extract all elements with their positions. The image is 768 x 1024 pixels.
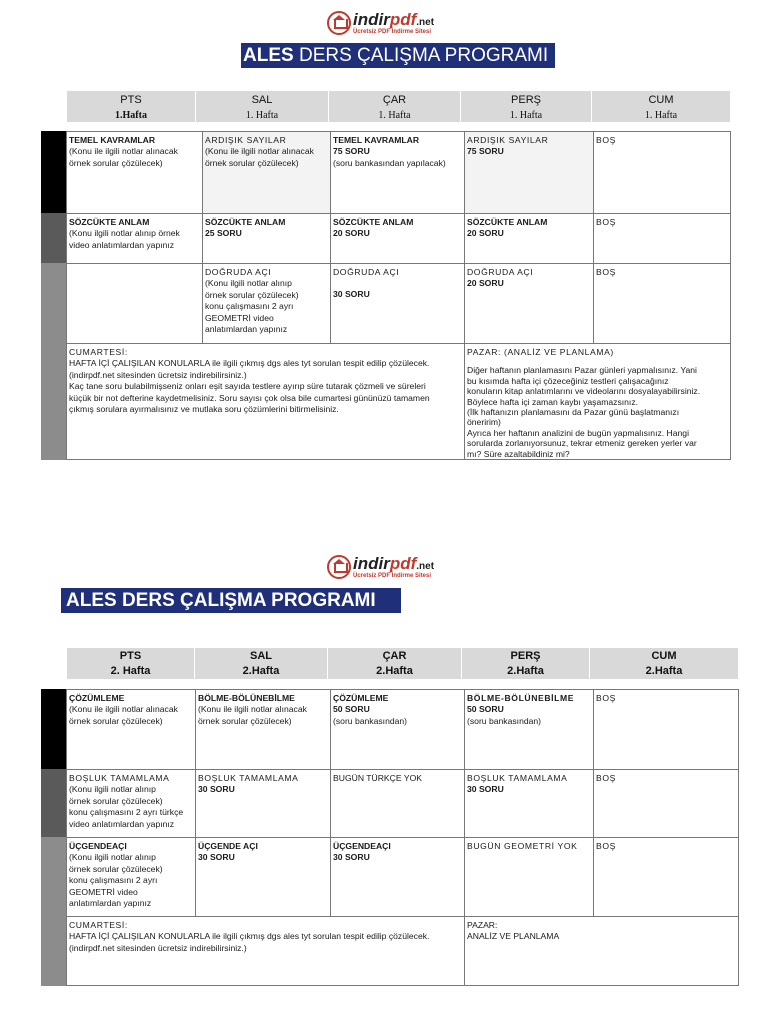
- day-header: [67, 648, 738, 679]
- schedule-cell: BOŞ: [594, 132, 731, 214]
- day-column-header: SAL 2.Hafta: [195, 648, 328, 679]
- schedule-cell: ÜÇGENDE AÇI 30 SORU: [196, 838, 331, 917]
- saturday-cell: CUMARTESİ: HAFTA İÇİ ÇALIŞILAN KONULARLA ile ilgili çıkmış dgs ales tyt sorulan tespit edilip çözülecek. (indirpdf.net sitesinden ücretsiz indirebilirsiniz.) Kaç tane soru bulabilmişseniz onları eşit sayıda testlere ayırıp süre tutarak çözmeli ve süreleri küçük bir not defterine kaydetmelisiniz. Soru sayısı çok olsa bile cumartesi gününüzü tamamen çıkmış sorulara ayırmalısınız ve mutlaka soru çözümlerini bitirmelisiniz.: [67, 344, 465, 460]
- house-icon: [327, 11, 351, 35]
- row-marker: [41, 263, 66, 460]
- schedule-cell: ARDIŞIK SAYILAR 75 SORU: [465, 132, 594, 214]
- schedule-cell: ÇÖZÜMLEME (Konu ile ilgili notlar alınacak örnek sorular çözülecek): [67, 690, 196, 770]
- sunday-cell: PAZAR: (ANALİZ VE PLANLAMA) Diğer haftanın planlamasını Pazar günleri yapmalısınız. Yani bu kısımda hafta içi çözeceğiniz testleri çalışacağınız konuların kitap anlatımlarını ve videolarını dosyalayabilirsiniz. Böylece hafta içi zaman kaybı yaşamazsınız. (İlk haftanızın planlamasını da Pazar günü başlatmanızı öneririm) Ayrıca her haftanın analizini de bugün yapmalısınız. Hangi sorularda zorlanıyorsunuz, tekrar etmeniz gereken yerler var mı? Süre azaltabildiniz mi?: [465, 344, 731, 460]
- day-column-header: CUM 1. Hafta: [644, 94, 678, 121]
- schedule-cell: BOŞ: [594, 264, 731, 344]
- logo-name: indirpdf.net: [353, 10, 435, 29]
- row-marker: [41, 213, 66, 263]
- row-marker: [41, 689, 66, 769]
- day-column-header: PERŞ 2.Hafta: [462, 648, 590, 679]
- day-column-header: SAL 1. Hafta: [196, 91, 329, 122]
- row-marker: [41, 837, 66, 986]
- schedule-cell: BÖLME-BÖLÜNEBİLME 50 SORU (soru bankasından): [465, 690, 594, 770]
- schedule-cell: DOĞRUDA AÇI 30 SORU: [331, 264, 465, 344]
- schedule-grid-week1: [66, 131, 731, 460]
- sunday-cell: PAZAR: ANALİZ VE PLANLAMA: [465, 917, 739, 986]
- schedule-cell: BÖLME-BÖLÜNEBİLME (Konu ile ilgili notlar alınacak örnek sorular çözülecek): [196, 690, 331, 770]
- schedule-cell: BUGÜN GEOMETRİ YOK: [465, 838, 594, 917]
- schedule-cell: SÖZCÜKTE ANLAM (Konu ilgili notlar alınıp örnek video anlatımlardan yapınız: [67, 214, 203, 264]
- day-column-header: ÇAR 2.Hafta: [328, 648, 462, 679]
- logo-name: indirpdf.net: [353, 554, 435, 573]
- day-column-header: PTS 1.Hafta: [67, 91, 196, 122]
- schedule-cell: SÖZCÜKTE ANLAM 20 SORU: [465, 214, 594, 264]
- schedule-cell: TEMEL KAVRAMLAR 75 SORU (soru bankasından yapılacak): [331, 132, 465, 214]
- house-icon: [327, 555, 351, 579]
- schedule-cell: TEMEL KAVRAMLAR (Konu ile ilgili notlar alınacak örnek sorular çözülecek): [67, 132, 203, 214]
- schedule-cell: SÖZCÜKTE ANLAM 25 SORU: [203, 214, 331, 264]
- logo-tagline: Ücretsiz PDF İndirme Sitesi: [353, 29, 432, 35]
- day-column-header: PTS 2. Hafta: [67, 648, 195, 679]
- day-column-header: ÇAR 1. Hafta: [329, 91, 461, 122]
- day-column-header: PERŞ 1. Hafta: [461, 91, 592, 122]
- saturday-cell: CUMARTESİ: HAFTA İÇİ ÇALIŞILAN KONULARLA ile ilgili çıkmış dgs ales tyt sorulan tespit edilip çözülecek. (indirpdf.net sitesinden ücretsiz indirebilirsiniz.): [67, 917, 465, 986]
- schedule-cell: BUGÜN TÜRKÇE YOK: [331, 770, 465, 838]
- schedule-cell: BOŞ: [594, 770, 739, 838]
- schedule-cell: DOĞRUDA AÇI 20 SORU: [465, 264, 594, 344]
- schedule-cell: ÜÇGENDEAÇI (Konu ilgili notlar alınıp örnek sorular çözülecek) konu çalışmasını 2 ayrı GEOMETRİ video anlatımlardan yapınız: [67, 838, 196, 917]
- site-logo[interactable]: [327, 555, 434, 579]
- schedule-grid-week2: [66, 689, 739, 986]
- site-logo[interactable]: [327, 11, 434, 35]
- schedule-cell: BOŞLUK TAMAMLAMA (Konu ilgili notlar alınıp örnek sorular çözülecek) konu çalışmasını 2 ayrı türkçe video anlatımlardan yapınız: [67, 770, 196, 838]
- day-column-header: CUM 2.Hafta: [645, 650, 683, 677]
- page-title: ALES DERS ÇALIŞMA PROGRAMI: [241, 43, 555, 68]
- day-header: [67, 91, 730, 122]
- schedule-cell: BOŞLUK TAMAMLAMA 30 SORU: [465, 770, 594, 838]
- row-marker: [41, 769, 66, 837]
- page-title: ALES DERS ÇALIŞMA PROGRAMI: [61, 588, 401, 613]
- schedule-cell: ARDIŞIK SAYILAR (Konu ile ilgili notlar alınacak örnek sorular çözülecek): [203, 132, 331, 214]
- schedule-cell: BOŞLUK TAMAMLAMA 30 SORU: [196, 770, 331, 838]
- schedule-cell: BOŞ: [594, 690, 739, 770]
- row-marker: [41, 131, 66, 213]
- logo-tagline: Ücretsiz PDF İndirme Sitesi: [353, 573, 432, 579]
- schedule-cell: ÇÖZÜMLEME 50 SORU (soru bankasından): [331, 690, 465, 770]
- schedule-cell: ÜÇGENDEAÇI 30 SORU: [331, 838, 465, 917]
- schedule-cell: BOŞ: [594, 838, 739, 917]
- schedule-cell: DOĞRUDA AÇI (Konu ilgili notlar alınıp örnek sorular çözülecek) konu çalışmasını 2 ayrı GEOMETRİ video anlatımlardan yapınız: [203, 264, 331, 344]
- schedule-cell: SÖZCÜKTE ANLAM 20 SORU: [331, 214, 465, 264]
- schedule-cell: [67, 264, 203, 344]
- schedule-cell: BOŞ: [594, 214, 731, 264]
